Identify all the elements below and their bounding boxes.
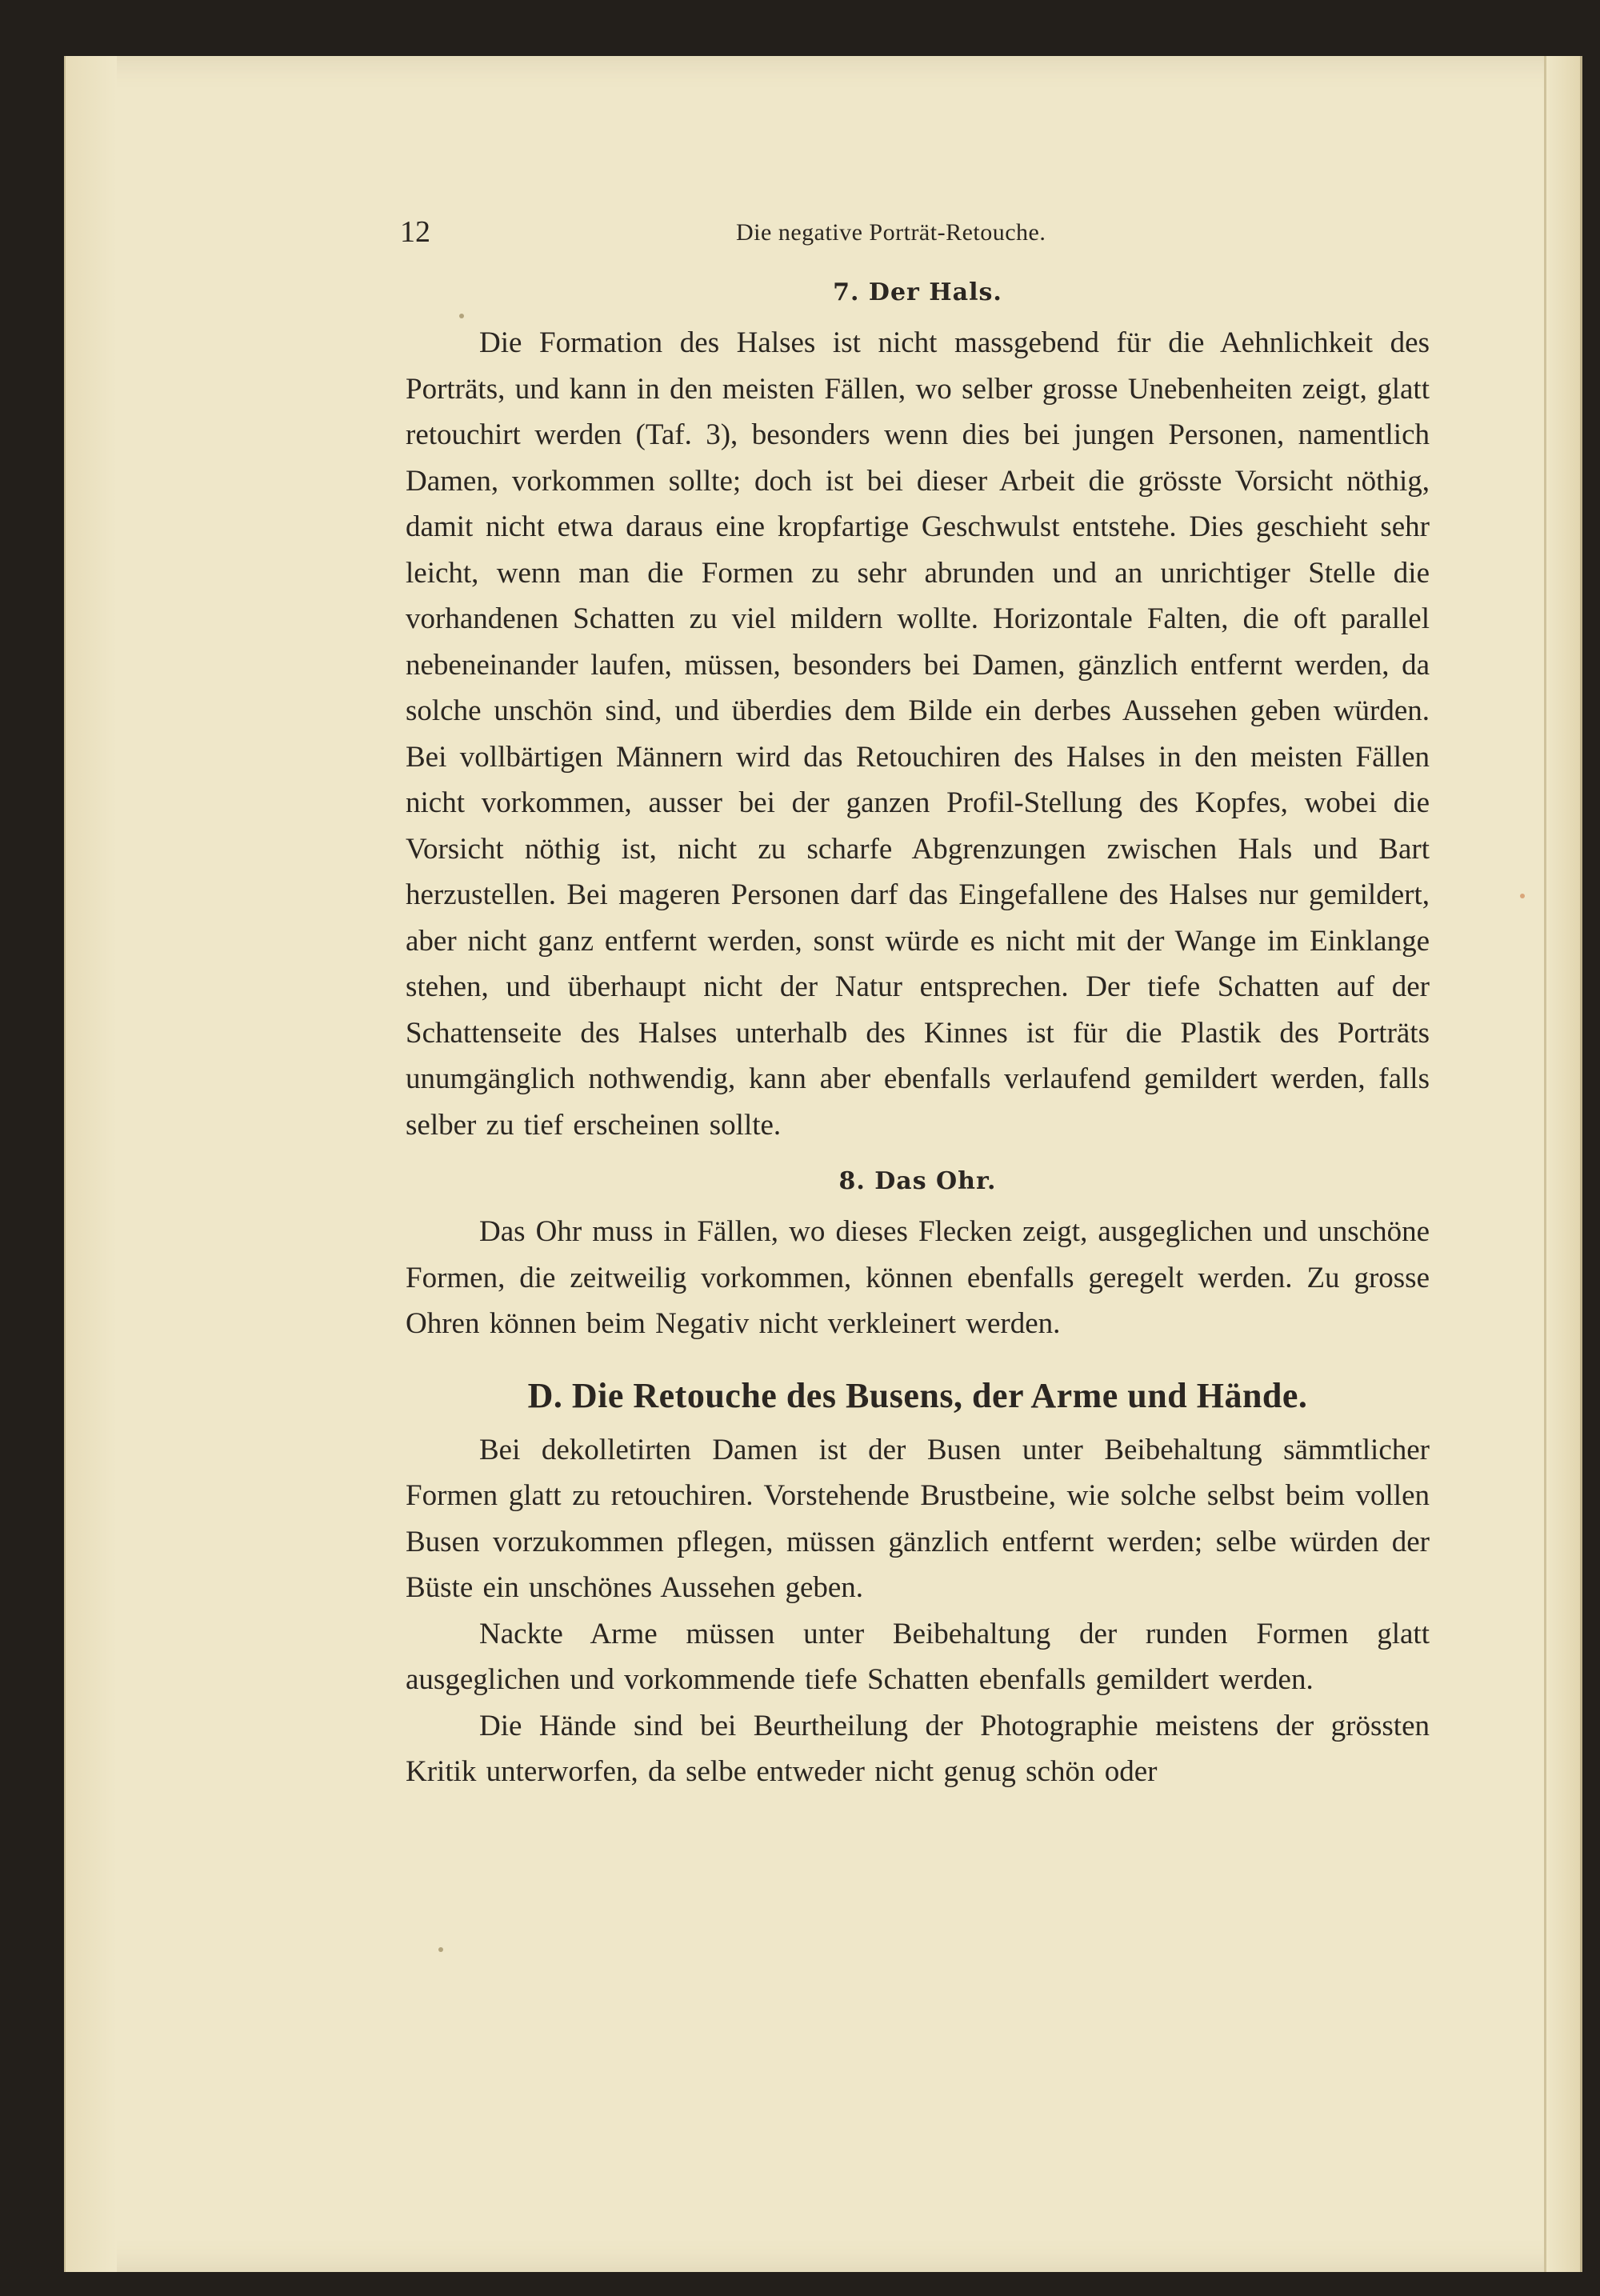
running-header — [400, 214, 1440, 254]
page-number: 12 — [400, 215, 430, 249]
paper-speck — [438, 1947, 443, 1952]
paragraph-hals: Die Formation des Halses ist nicht massgebend für die Aehnlichkeit des Porträts, und kann in den meisten Fällen, wo selber grosse Unebenheiten zeigt, glatt retouchirt werden (Taf. 3), besonders wenn dies bei jungen Personen, namentlich Damen, vorkommen sollte; doch ist bei dieser Arbeit die grösste Vorsicht nöthig, damit nicht etwa daraus eine kropfartige Geschwulst entstehe. Dies geschieht sehr leicht, wenn man die Formen zu sehr abrunden und an unrichtiger Stelle die vorhandenen Schatten zu viel mildern wollte. Horizontale Falten, die oft parallel nebeneinander laufen, müssen, besonders bei Damen, gänzlich entfernt werden, da solche unschön sind, und überdies dem Bilde ein derbes Aussehen geben würden. Bei vollbärtigen Männern wird das Retouchiren des Halses in den meisten Fällen nicht vorkommen, ausser bei der ganzen Profil-Stellung des Kopfes, wobei die Vorsicht nöthig ist, nicht zu scharfe Abgrenzungen zwischen Hals und Bart herzustellen. Bei mageren Personen darf das Eingefallene des Halses nur gemildert, aber nicht ganz entfernt werden, sonst würde es nicht mit der Wange im Einklange stehen, und überhaupt nicht der Natur entsprechen. Der tiefe Schatten auf der Schattenseite des Halses unterhalb des Kinnes ist für die Plastik des Porträts unumgänglich nothwendig, kann aber ebenfalls verlaufend gemildert werden, falls selber zu tief erscheinen sollte. — [406, 326, 1430, 1142]
section-heading-hals: 7. Der Hals. — [833, 278, 1002, 306]
paper-speck — [1520, 894, 1525, 898]
paragraph-ohr: Das Ohr muss in Fällen, wo dieses Flecken zeigt, ausgeglichen und unschöne Formen, die zeitweilig vorkommen, können ebenfalls geregelt werden. Zu grosse Ohren können beim Negativ nicht verkleinert werden. — [406, 1215, 1430, 1340]
next-page-edge — [1544, 56, 1582, 2272]
page-body — [406, 272, 1430, 1795]
paragraph-busen-1: Bei dekolletirten Damen ist der Busen unter Beibehaltung sämmtlicher Formen glatt zu retouchiren. Vorstehende Brustbeine, wie solche selbst beim vollen Busen vorzukommen pflegen, müssen gänzlich entfernt werden; selbe würden der Büste ein unschönes Aussehen geben. — [406, 1433, 1430, 1604]
paragraph-busen-3: Die Hände sind bei Beurtheilung der Photographie meistens der grössten Kritik unterworfen, da selbe entweder nicht genug schön oder — [406, 1709, 1430, 1788]
running-title: Die negative Porträt-Retouche. — [736, 219, 1046, 246]
paragraph-busen-2: Nackte Arme müssen unter Beibehaltung der runden Formen glatt ausgeglichen und vorkommende tiefe Schatten ebenfalls gemildert werden. — [406, 1617, 1430, 1696]
section-heading-busen: D. Die Retouche des Busens, der Arme und Hände. — [527, 1375, 1308, 1415]
section-heading-ohr: 8. Das Ohr. — [838, 1167, 997, 1195]
page-edge-left — [64, 56, 117, 2272]
page-fold-line — [1544, 56, 1546, 2272]
